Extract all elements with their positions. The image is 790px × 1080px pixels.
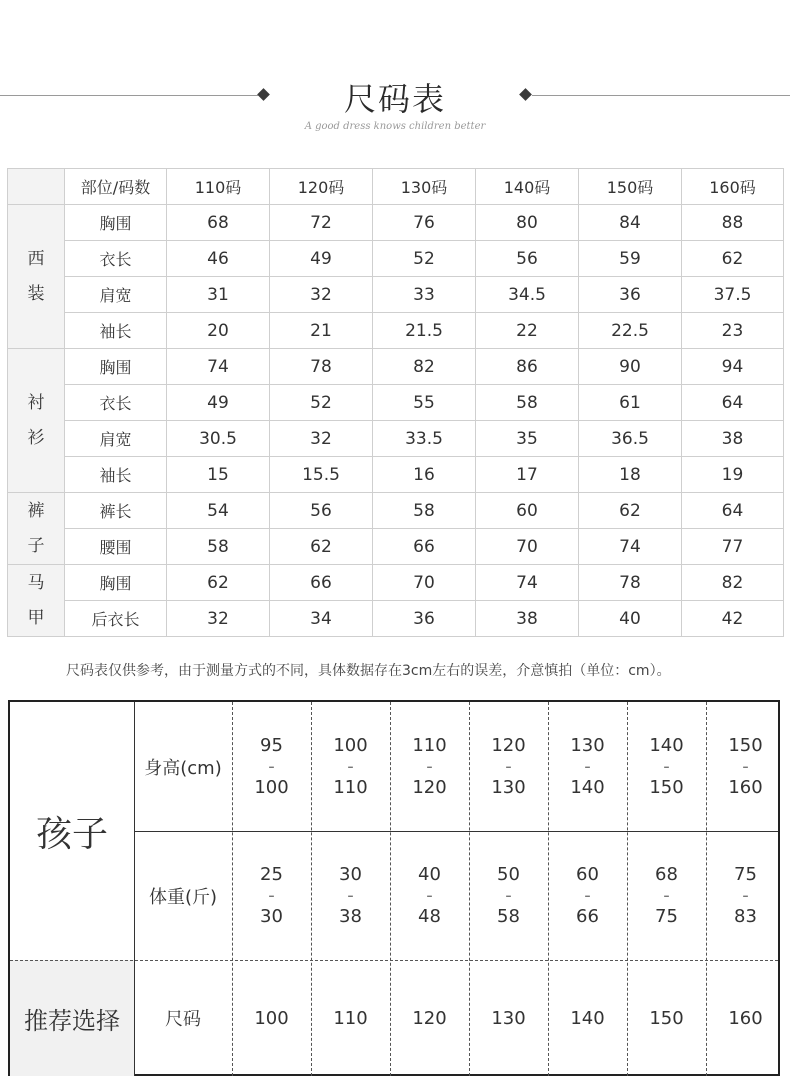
range-separator: -	[426, 885, 433, 906]
garment-group-char: 裤	[27, 500, 45, 521]
garment-group-char: 子	[27, 535, 45, 556]
range-max: 150	[649, 777, 684, 798]
part-cell: 衣长	[65, 385, 167, 421]
table-row	[8, 385, 784, 421]
measure-cell: 56	[476, 241, 579, 277]
range-separator: -	[584, 756, 591, 777]
range-max: 58	[497, 906, 520, 927]
range-min: 68	[655, 864, 678, 885]
measure-cell: 70	[476, 529, 579, 565]
size-table-header-row	[8, 169, 784, 205]
size-header: 150码	[579, 169, 682, 205]
part-cell: 衣长	[65, 241, 167, 277]
measure-cell: 36.5	[579, 421, 682, 457]
garment-group-char: 甲	[27, 607, 45, 628]
range-separator: -	[584, 885, 591, 906]
measure-cell: 17	[476, 457, 579, 493]
measure-cell: 21	[270, 313, 373, 349]
range-max: 100	[254, 777, 289, 798]
measure-cell: 18	[579, 457, 682, 493]
measure-cell: 62	[270, 529, 373, 565]
range-max: 66	[576, 906, 599, 927]
range-max: 30	[260, 906, 283, 927]
range-separator: -	[426, 756, 433, 777]
part-cell: 袖长	[65, 313, 167, 349]
measure-cell: 19	[682, 457, 784, 493]
measure-cell: 74	[579, 529, 682, 565]
range-min: 50	[497, 864, 520, 885]
height-range-cell	[390, 702, 469, 831]
part-cell: 胸围	[65, 349, 167, 385]
part-cell: 腰围	[65, 529, 167, 565]
measure-cell: 40	[579, 601, 682, 637]
recommended-size-cell: 110	[333, 1007, 368, 1029]
range-separator: -	[505, 756, 512, 777]
measure-cell: 77	[682, 529, 784, 565]
measure-cell: 33.5	[373, 421, 476, 457]
measure-cell: 46	[167, 241, 270, 277]
range-min: 150	[728, 735, 763, 756]
measure-cell: 70	[373, 565, 476, 601]
garment-group-char: 衬	[27, 392, 45, 413]
measure-cell: 16	[373, 457, 476, 493]
table-row	[8, 313, 784, 349]
measure-cell: 58	[167, 529, 270, 565]
recommended-size-cell: 140	[570, 1007, 605, 1029]
part-cell: 肩宽	[65, 421, 167, 457]
range-max: 110	[333, 777, 368, 798]
range-min: 140	[649, 735, 684, 756]
measure-cell: 78	[579, 565, 682, 601]
measure-cell: 74	[167, 349, 270, 385]
header-right-line	[532, 95, 790, 96]
measure-cell: 84	[579, 205, 682, 241]
part-cell: 袖长	[65, 457, 167, 493]
range-max: 48	[418, 906, 441, 927]
range-min: 75	[734, 864, 757, 885]
range-separator: -	[347, 756, 354, 777]
range-separator: -	[663, 885, 670, 906]
measure-cell: 49	[270, 241, 373, 277]
part-cell: 胸围	[65, 205, 167, 241]
part-cell: 裤长	[65, 493, 167, 529]
range-min: 95	[260, 735, 283, 756]
range-min: 60	[576, 864, 599, 885]
measure-cell: 20	[167, 313, 270, 349]
measure-cell: 33	[373, 277, 476, 313]
weight-range-cell	[311, 831, 390, 960]
table-corner-cell	[8, 169, 65, 205]
page-subtitle: A good dress knows children better	[304, 121, 486, 132]
height-range-cell	[469, 702, 548, 831]
range-max: 130	[491, 777, 526, 798]
measure-cell: 80	[476, 205, 579, 241]
measure-cell: 58	[373, 493, 476, 529]
measure-cell: 15.5	[270, 457, 373, 493]
part-cell: 肩宽	[65, 277, 167, 313]
measure-cell: 23	[682, 313, 784, 349]
table-row	[8, 493, 784, 529]
measure-cell: 31	[167, 277, 270, 313]
measure-cell: 36	[373, 601, 476, 637]
garment-group-label	[8, 493, 65, 565]
part-cell: 胸围	[65, 565, 167, 601]
weight-range-cell	[706, 831, 785, 960]
table-row	[8, 349, 784, 385]
range-separator: -	[742, 756, 749, 777]
measure-cell: 59	[579, 241, 682, 277]
measure-cell: 34.5	[476, 277, 579, 313]
measure-cell: 76	[373, 205, 476, 241]
measure-cell: 22	[476, 313, 579, 349]
measure-cell: 36	[579, 277, 682, 313]
measure-cell: 32	[270, 277, 373, 313]
kid-label: 孩子	[35, 813, 108, 855]
size-header: 120码	[270, 169, 373, 205]
measure-cell: 62	[579, 493, 682, 529]
measure-cell: 88	[682, 205, 784, 241]
height-range-cell	[706, 702, 785, 831]
grid-line	[134, 702, 135, 1076]
size-header: 110码	[167, 169, 270, 205]
height-range-cell	[548, 702, 627, 831]
measure-cell: 72	[270, 205, 373, 241]
range-min: 120	[491, 735, 526, 756]
table-row	[8, 277, 784, 313]
measure-cell: 35	[476, 421, 579, 457]
measure-cell: 22.5	[579, 313, 682, 349]
size-table	[7, 168, 784, 637]
measure-cell: 21.5	[373, 313, 476, 349]
height-range-cell	[311, 702, 390, 831]
height-range-cell	[232, 702, 311, 831]
range-max: 160	[728, 777, 763, 798]
table-row	[8, 529, 784, 565]
garment-group-char: 西	[27, 248, 45, 269]
measure-cell: 32	[167, 601, 270, 637]
recommended-size-cell: 100	[254, 1007, 289, 1029]
measure-cell: 62	[167, 565, 270, 601]
measure-cell: 90	[579, 349, 682, 385]
measure-cell: 78	[270, 349, 373, 385]
measure-cell: 64	[682, 493, 784, 529]
pick-label: 推荐选择	[10, 960, 134, 1076]
range-min: 40	[418, 864, 441, 885]
measure-cell: 42	[682, 601, 784, 637]
recommended-size-cell: 160	[728, 1007, 763, 1029]
range-max: 75	[655, 906, 678, 927]
measure-cell: 52	[373, 241, 476, 277]
range-max: 83	[734, 906, 757, 927]
measure-cell: 82	[373, 349, 476, 385]
grid-line	[10, 960, 778, 961]
range-separator: -	[347, 885, 354, 906]
garment-group-char: 装	[27, 283, 45, 304]
measure-cell: 38	[476, 601, 579, 637]
range-min: 25	[260, 864, 283, 885]
weight-range-cell	[627, 831, 706, 960]
table-row	[8, 565, 784, 601]
weight-range-cell	[548, 831, 627, 960]
garment-group-label	[8, 565, 65, 637]
measure-cell: 62	[682, 241, 784, 277]
range-separator: -	[742, 885, 749, 906]
measure-cell: 82	[682, 565, 784, 601]
measure-cell: 54	[167, 493, 270, 529]
grid-line	[469, 702, 470, 1076]
recommendation-table	[8, 700, 780, 1076]
measure-cell: 66	[270, 565, 373, 601]
grid-line	[311, 702, 312, 1076]
table-row	[8, 241, 784, 277]
grid-line	[548, 702, 549, 1076]
size-header: 140码	[476, 169, 579, 205]
page-title: 尺码表	[343, 80, 446, 118]
height-range-cell	[627, 702, 706, 831]
weight-range-cell	[469, 831, 548, 960]
table-row	[8, 457, 784, 493]
range-max: 140	[570, 777, 605, 798]
table-row	[8, 601, 784, 637]
measure-cell: 38	[682, 421, 784, 457]
weight-range-cell	[232, 831, 311, 960]
measure-cell: 74	[476, 565, 579, 601]
range-separator: -	[268, 756, 275, 777]
grid-line	[627, 702, 628, 1076]
measure-cell: 32	[270, 421, 373, 457]
size-header: 130码	[373, 169, 476, 205]
measure-cell: 86	[476, 349, 579, 385]
height-label: 身高(cm)	[144, 757, 222, 779]
size-note: 尺码表仅供参考，由于测量方式的不同，具体数据存在3cm左右的误差，介意慎拍（单位：cm）。	[66, 663, 671, 679]
range-min: 30	[339, 864, 362, 885]
measure-cell: 68	[167, 205, 270, 241]
measure-cell: 55	[373, 385, 476, 421]
range-min: 100	[333, 735, 368, 756]
grid-line	[232, 702, 233, 1076]
size-header: 160码	[682, 169, 784, 205]
measure-cell: 94	[682, 349, 784, 385]
recommended-size-cell: 150	[649, 1007, 684, 1029]
range-min: 130	[570, 735, 605, 756]
range-max: 38	[339, 906, 362, 927]
weight-range-cell	[390, 831, 469, 960]
measure-cell: 34	[270, 601, 373, 637]
weight-label: 体重(斤)	[148, 886, 218, 908]
measure-cell: 64	[682, 385, 784, 421]
garment-group-char: 衫	[27, 427, 45, 448]
recommended-size-cell: 130	[491, 1007, 526, 1029]
garment-group-label	[8, 205, 65, 349]
part-cell: 后衣长	[65, 601, 167, 637]
grid-line	[390, 702, 391, 1076]
range-separator: -	[505, 885, 512, 906]
size-label: 尺码	[165, 1009, 201, 1030]
range-min: 110	[412, 735, 447, 756]
measure-cell: 61	[579, 385, 682, 421]
measure-cell: 15	[167, 457, 270, 493]
recommended-size-cell: 120	[412, 1007, 447, 1029]
measure-cell: 58	[476, 385, 579, 421]
range-separator: -	[663, 756, 670, 777]
grid-line	[706, 702, 707, 1076]
measure-cell: 60	[476, 493, 579, 529]
part-header: 部位/码数	[65, 169, 167, 205]
measure-cell: 56	[270, 493, 373, 529]
measure-cell: 66	[373, 529, 476, 565]
grid-line	[134, 831, 778, 832]
measure-cell: 37.5	[682, 277, 784, 313]
range-separator: -	[268, 885, 275, 906]
measure-cell: 52	[270, 385, 373, 421]
garment-group-label	[8, 349, 65, 493]
measure-cell: 30.5	[167, 421, 270, 457]
table-row	[8, 205, 784, 241]
garment-group-char: 马	[27, 572, 45, 593]
range-max: 120	[412, 777, 447, 798]
table-row	[8, 421, 784, 457]
measure-cell: 49	[167, 385, 270, 421]
